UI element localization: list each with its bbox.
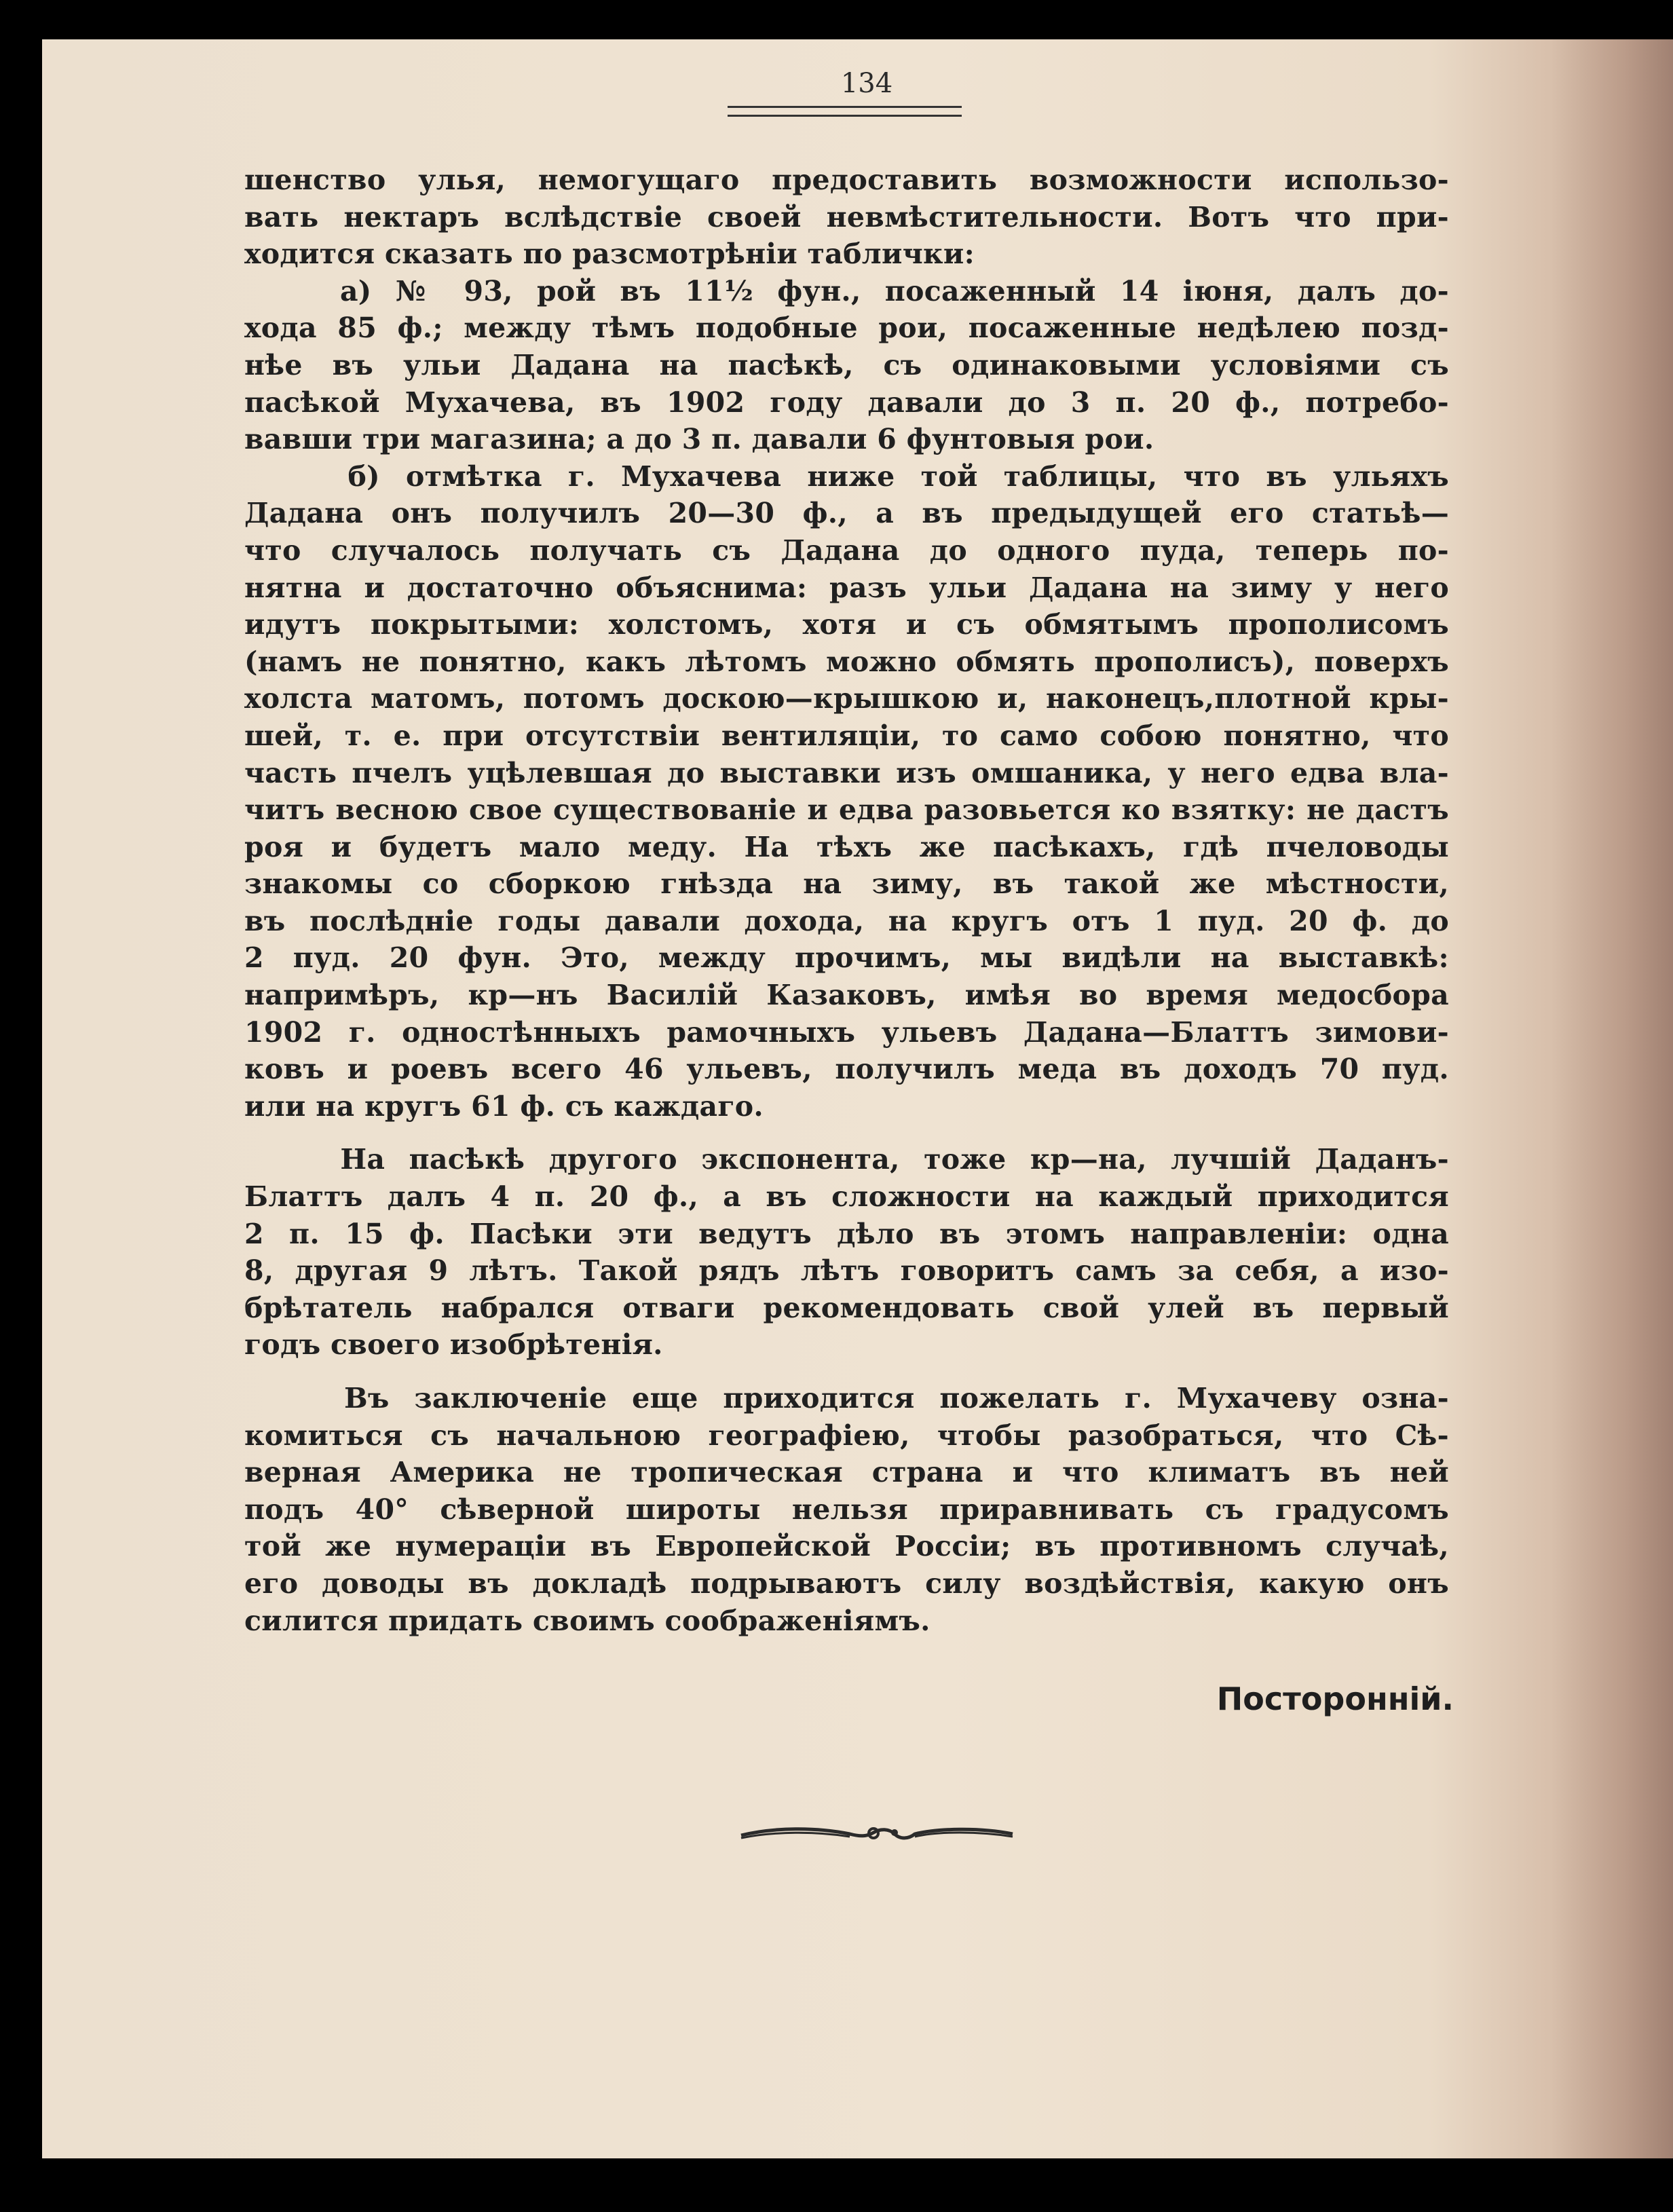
text-line: На пасѣкѣ другого экспонента, тоже кр—на, лучшій Даданъ- xyxy=(244,1143,1449,1176)
text-line: въ послѣдніе годы давали дохода, на кругъ отъ 1 пуд. 20 ф. до xyxy=(244,904,1449,937)
text-line: ходится сказать по разсмотрѣніи таблички: xyxy=(244,238,975,271)
text-line: нѣе въ ульи Дадана на пасѣкѣ, съ одинаковыми условіями съ xyxy=(244,348,1449,381)
text-line: его доводы въ докладѣ подрываютъ силу воздѣйствія, какую онъ xyxy=(244,1567,1449,1600)
author-signature: Посторонній. xyxy=(1216,1681,1454,1717)
text-line: вать нектаръ вслѣдствіе своей невмѣстительности. Вотъ что при- xyxy=(244,200,1449,233)
text-line: хода 85 ф.; между тѣмъ подобные рои, посаженные недѣлею позд- xyxy=(244,312,1449,345)
text-line: Блаттъ далъ 4 п. 20 ф., а въ сложности на каждый приходится xyxy=(244,1180,1449,1214)
text-line: или на кругъ 61 ф. съ каждаго. xyxy=(244,1089,764,1123)
page-edge-shadow xyxy=(1551,39,1673,2158)
text-line: той же нумераціи въ Европейской Россіи; въ противномъ случаѣ, xyxy=(244,1530,1449,1563)
text-line: ковъ и роевъ всего 46 ульевъ, получилъ меда въ доходъ 70 пуд. xyxy=(244,1053,1449,1086)
text-line: шей, т. е. при отсутствіи вентиляціи, то само собою понятно, что xyxy=(244,719,1449,752)
text-line: Дадана онъ получилъ 20—30 ф., а въ предыдущей его статьѣ— xyxy=(244,497,1449,530)
text-line: брѣтатель набрался отваги рекомендовать свой улей въ первый xyxy=(244,1291,1449,1324)
text-line: идутъ покрытыми: холстомъ, хотя и съ обмятымъ прополисомъ xyxy=(244,608,1449,641)
body-text xyxy=(244,162,1449,1639)
text-line: б) отмѣтка г. Мухачева ниже той таблицы, что въ ульяхъ xyxy=(244,460,1449,493)
text-line: пасѣкой Мухачева, въ 1902 году давали до 3 п. 20 ф., потребо- xyxy=(244,386,1449,419)
text-line: 2 п. 15 ф. Пасѣки эти ведутъ дѣло въ этомъ направленіи: одна xyxy=(244,1217,1449,1250)
scanned-page xyxy=(42,39,1673,2158)
text-line: 1902 г. одностѣнныхъ рамочныхъ ульевъ Дадана—Блаттъ зимови- xyxy=(244,1015,1449,1049)
page-number-rule xyxy=(728,106,962,117)
text-line: а) № 93, рой въ 11½ фун., посаженный 14 іюня, далъ до- xyxy=(244,274,1449,307)
text-line: комиться съ начальною географіею, чтобы разобраться, что Сѣ- xyxy=(244,1419,1449,1452)
text-line: (намъ не понятно, какъ лѣтомъ можно обмять прополисъ), поверхъ xyxy=(244,645,1449,678)
text-line: напримѣръ, кр—нъ Василій Казаковъ, имѣя во время медосбора xyxy=(244,979,1449,1012)
text-line: 8, другая 9 лѣтъ. Такой рядъ лѣтъ говоритъ самъ за себя, а изо- xyxy=(244,1254,1449,1288)
text-line: верная Америка не тропическая страна и что климатъ въ ней xyxy=(244,1456,1449,1489)
text-line: годъ своего изобрѣтенія. xyxy=(244,1328,663,1362)
text-line: вавши три магазина; а до 3 п. давали 6 фунтовыя рои. xyxy=(244,423,1154,456)
text-line: читъ весною свое существованіе и едва разовьется ко взятку: не дастъ xyxy=(244,793,1449,827)
text-line: знакомы со сборкою гнѣзда на зиму, въ такой же мѣстности, xyxy=(244,867,1449,901)
text-line: шенство улья, немогущаго предоставить возможности использо- xyxy=(244,164,1449,196)
page-number: 134 xyxy=(840,68,893,99)
ornament-divider xyxy=(734,1816,1019,1850)
text-line: Въ заключеніе еще приходится пожелать г. Мухачеву озна- xyxy=(244,1382,1449,1414)
text-line: 2 пуд. 20 фун. Это, между прочимъ, мы видѣли на выставкѣ: xyxy=(244,941,1449,975)
text-line: что случалось получать съ Дадана до одного пуда, теперь по- xyxy=(244,533,1449,567)
text-line: подъ 40° сѣверной широты нельзя приравнивать съ градусомъ xyxy=(244,1493,1449,1526)
text-line: холста матомъ, потомъ доскою—крышкою и, наконецъ,плотной кры- xyxy=(244,682,1449,715)
text-line: нятна и достаточно объяснима: разъ ульи Дадана на зиму у него xyxy=(244,571,1449,604)
text-line: роя и будетъ мало меду. На тѣхъ же пасѣкахъ, гдѣ пчеловоды xyxy=(244,830,1449,863)
text-line: часть пчелъ уцѣлевшая до выставки изъ омшаника, у него едва вла- xyxy=(244,756,1449,789)
text-line: силится придать своимъ соображеніямъ. xyxy=(244,1604,931,1637)
